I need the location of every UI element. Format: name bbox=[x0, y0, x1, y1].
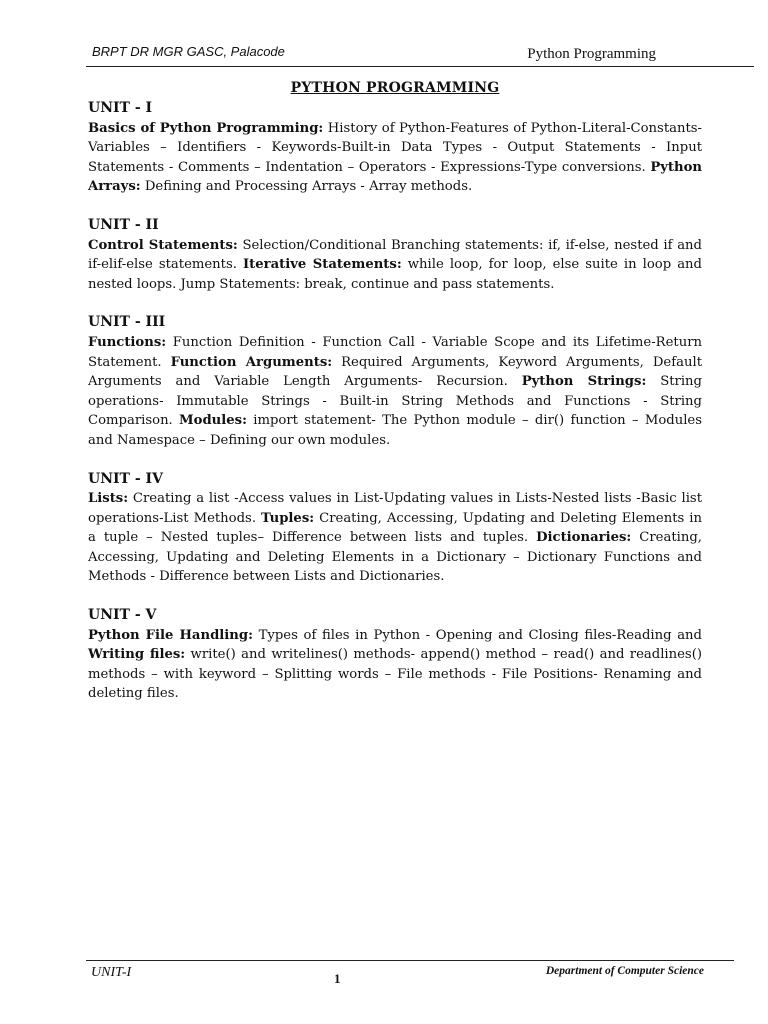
institution-name: BRPT DR MGR GASC, Palacode bbox=[92, 44, 285, 59]
page-number: 1 bbox=[334, 971, 341, 986]
unit-description bbox=[88, 333, 702, 451]
header-course-title: Python Programming bbox=[527, 46, 656, 62]
topic-text: Selection/Conditional Branching statements: if, if-else, nested if and if-elif-else statements. bbox=[88, 237, 702, 273]
topic-text: Types of files in Python - Opening and Closing files-Reading and bbox=[252, 627, 702, 643]
topic-text: Function Definition - Function Call - Variable Scope and its Lifetime-Return Statement. bbox=[88, 334, 702, 370]
footer-unit-label: UNIT-I bbox=[91, 965, 132, 980]
department-name: Department of Computer Science bbox=[545, 965, 704, 977]
topic-text: while loop, for loop, else suite in loop and nested loops. Jump Statements: break, continue and pass statements. bbox=[88, 257, 702, 292]
unit-section bbox=[88, 470, 702, 588]
topic-heading: Writing files: bbox=[88, 647, 186, 663]
unit-heading: UNIT - IV bbox=[88, 470, 163, 487]
topic-text: Creating, Accessing, Updating and Deleting Elements in a Dictionary – Dictionary Functions and Methods - Difference between Lists and Dictionaries. bbox=[88, 530, 702, 585]
topic-heading: Control Statements: bbox=[88, 237, 238, 253]
unit-section bbox=[88, 216, 702, 294]
page-header bbox=[86, 44, 754, 67]
topic-text: write() and writelines() methods- append() method – read() and readlines() methods – with keyword – Splitting words – File methods - File Positions- Renaming and deleting files. bbox=[88, 647, 702, 702]
topic-heading: Python File Handling: bbox=[88, 627, 253, 643]
unit-heading: UNIT - II bbox=[88, 216, 159, 233]
topic-heading: Function Arguments: bbox=[170, 354, 333, 370]
syllabus-content bbox=[88, 80, 702, 723]
unit-description bbox=[88, 626, 702, 704]
topic-text: Required Arguments, Keyword Arguments, Default Arguments and Variable Length Arguments- Recursion. bbox=[88, 354, 702, 390]
unit-section bbox=[88, 99, 702, 197]
topic-heading: Dictionaries: bbox=[536, 530, 632, 546]
topic-heading: Tuples: bbox=[261, 510, 315, 526]
topic-text: String operations- Immutable Strings - Built-in String Methods and Functions - String Comparison. bbox=[88, 374, 702, 429]
topic-heading: Iterative Statements: bbox=[242, 257, 402, 273]
topic-heading: Python Strings: bbox=[521, 374, 647, 390]
topic-heading: Basics of Python Programming: bbox=[88, 120, 324, 136]
topic-text: History of Python-Features of Python-Literal-Constants-Variables – Identifiers - Keywords-Built-in Data Types - Output Statements - Input Statements - Comments – Indentation – Operators - Expressions-Type conversions. bbox=[88, 120, 702, 175]
topic-text: Creating a list -Access values in List-Updating values in Lists-Nested lists -Basic list operations-List Methods. bbox=[88, 491, 702, 526]
topic-text: Defining and Processing Arrays - Array methods. bbox=[140, 179, 473, 195]
topic-heading: Lists: bbox=[88, 491, 129, 507]
unit-heading: UNIT - I bbox=[88, 100, 153, 116]
page-footer bbox=[86, 960, 734, 991]
unit-description bbox=[88, 119, 702, 197]
unit-heading: UNIT - V bbox=[88, 607, 157, 624]
topic-heading: Functions: bbox=[88, 334, 167, 350]
topic-text: Creating, Accessing, Updating and Deleting Elements in a tuple – Nested tuples– Difference between lists and tuples. bbox=[88, 510, 702, 546]
topic-heading: Python Arrays: bbox=[88, 159, 702, 195]
unit-section bbox=[88, 606, 702, 704]
unit-description bbox=[88, 489, 702, 587]
unit-heading: UNIT - III bbox=[88, 314, 166, 331]
unit-section bbox=[88, 313, 702, 450]
topic-heading: Modules: bbox=[179, 413, 247, 429]
topic-text: import statement- The Python module – dir() function – Modules and Namespace – Defining our own modules. bbox=[88, 413, 702, 448]
document-title: PYTHON PROGRAMMING bbox=[290, 80, 500, 96]
units-list bbox=[88, 99, 702, 704]
unit-description bbox=[88, 236, 702, 295]
